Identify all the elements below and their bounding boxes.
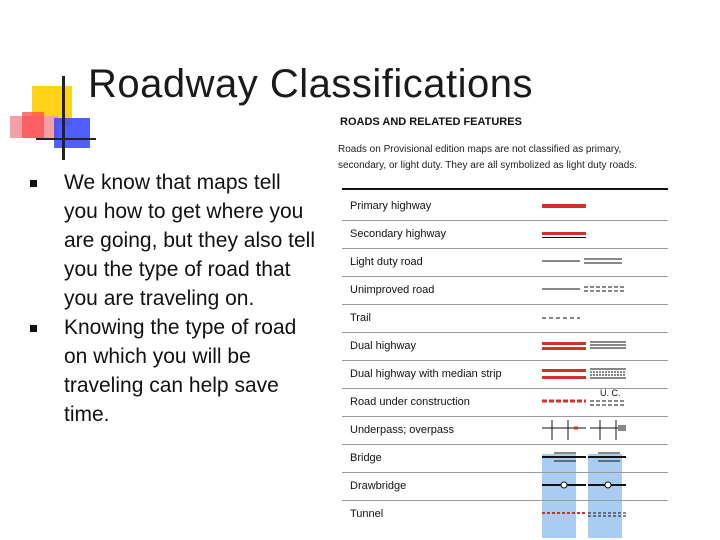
under-construction-label: U. C. [600, 388, 621, 398]
trail-symbol [342, 304, 668, 332]
legend-row-label: Dual highway [350, 340, 417, 352]
legend-note: Roads on Provisional edition maps are not classified as primary, secondary, or light duty. They are all symbolized as light duty roads. [338, 144, 638, 171]
bridge-symbol [342, 444, 668, 472]
legend-row-label: Road under construction [350, 396, 470, 408]
legend-row-label: Secondary highway [350, 228, 447, 240]
bullet-list [30, 168, 320, 429]
bullet-text: We know that maps tell you how to get where you are going, but they also tell you the type of road that you are traveling on. [64, 171, 315, 310]
light-duty-road-symbol [342, 248, 668, 276]
legend-row [342, 192, 668, 221]
primary-highway-symbol [342, 192, 668, 220]
bullet-item [30, 313, 320, 429]
legend-top-rule [342, 188, 668, 190]
road-symbol-legend [338, 112, 672, 536]
drawbridge-symbol [342, 472, 668, 500]
road-under-construction-symbol [342, 388, 668, 416]
legend-row-label: Drawbridge [350, 480, 407, 492]
decor-red-square [22, 112, 44, 138]
legend-row-label: Light duty road [350, 256, 423, 268]
legend-row-label: Trail [350, 312, 371, 324]
legend-row [342, 248, 668, 277]
unimproved-road-symbol [342, 276, 668, 304]
legend-row-label: Underpass; overpass [350, 424, 454, 436]
legend-row [342, 416, 668, 445]
legend-row-label: Primary highway [350, 200, 432, 212]
legend-row [342, 388, 668, 417]
bullet-item [30, 168, 320, 313]
legend-row [342, 500, 668, 528]
decor-vertical-line [62, 76, 65, 160]
dual-highway-median-symbol [342, 360, 668, 388]
legend-row [342, 220, 668, 249]
decor-horizontal-line [36, 138, 96, 140]
legend-row-label: Dual highway with median strip [350, 368, 502, 380]
slide-title: Roadway Classifications [88, 62, 534, 106]
legend-row [342, 444, 668, 473]
secondary-highway-symbol [342, 220, 668, 248]
square-bullet-icon [30, 325, 37, 332]
square-bullet-icon [30, 180, 37, 187]
legend-row [342, 304, 668, 333]
legend-row-label: Bridge [350, 452, 382, 464]
dual-highway-symbol [342, 332, 668, 360]
bullet-text: Knowing the type of road on which you will be traveling can help save time. [64, 316, 297, 426]
legend-row [342, 360, 668, 389]
legend-row-label: Tunnel [350, 508, 384, 520]
legend-heading: ROADS AND RELATED FEATURES [340, 116, 522, 128]
legend-row [342, 276, 668, 305]
tunnel-symbol [342, 500, 668, 528]
decor-blue-square [54, 118, 90, 148]
legend-row-label: Unimproved road [350, 284, 435, 296]
underpass-overpass-symbol [342, 416, 668, 444]
legend-row [342, 332, 668, 361]
legend-row [342, 472, 668, 501]
